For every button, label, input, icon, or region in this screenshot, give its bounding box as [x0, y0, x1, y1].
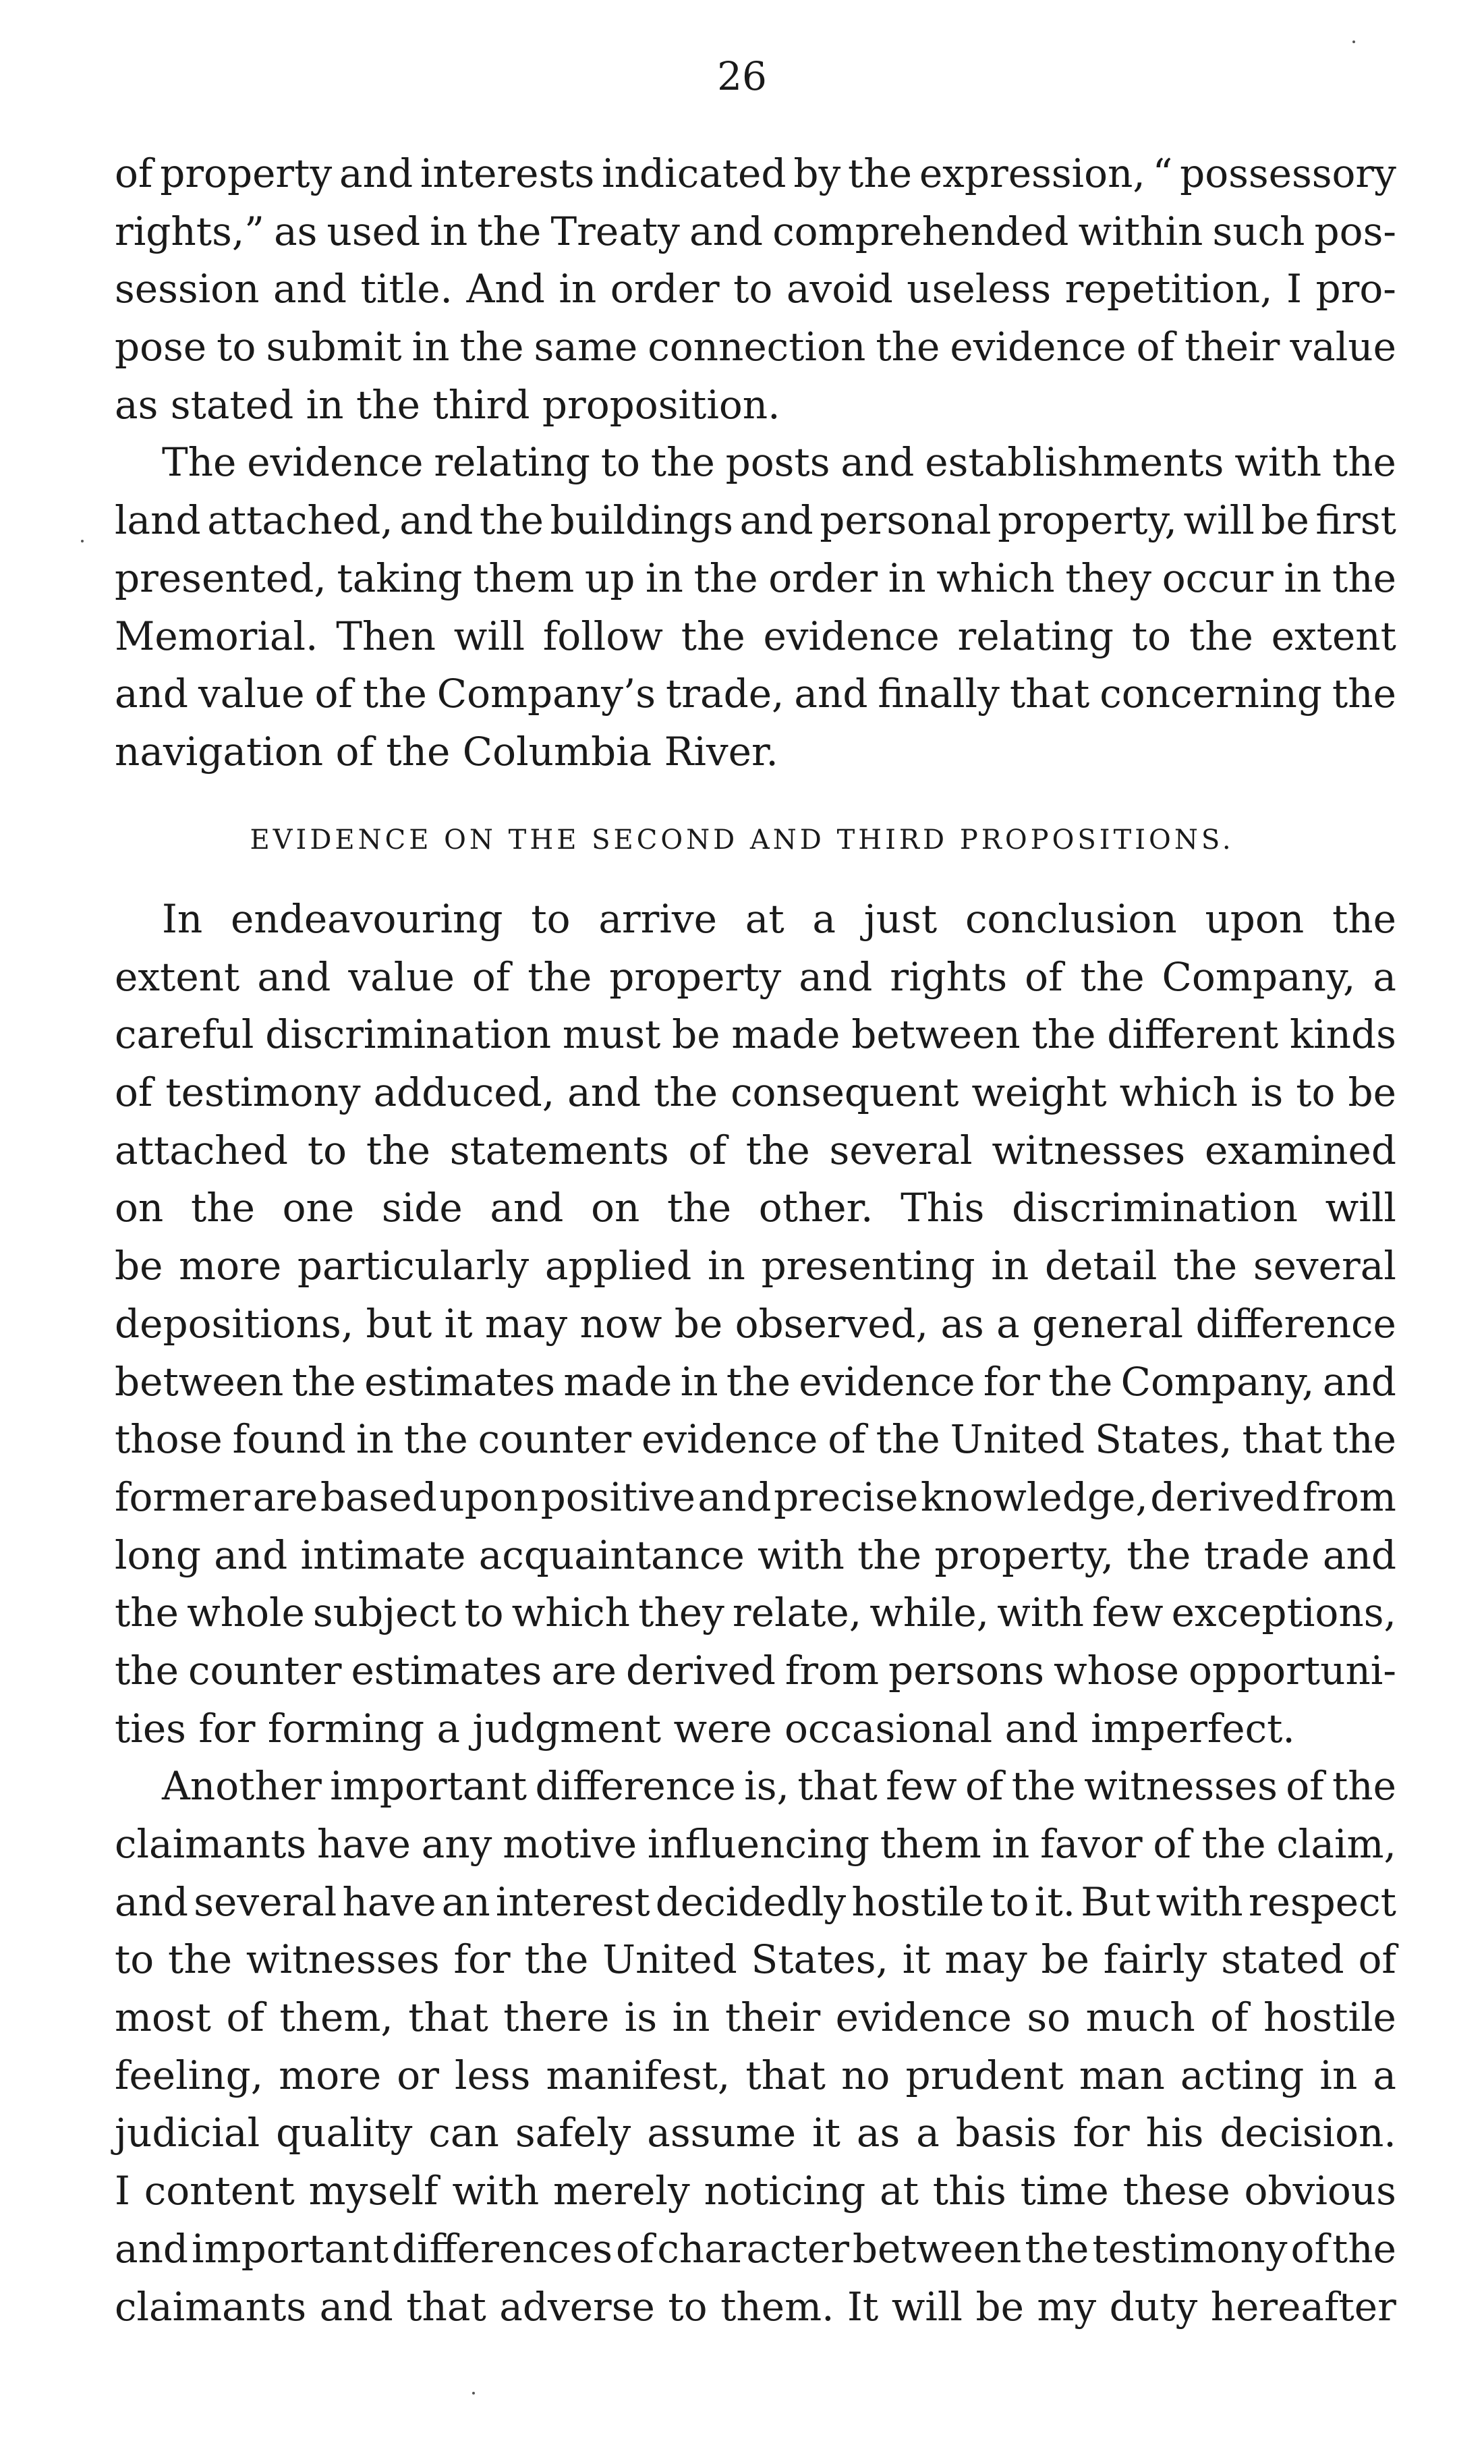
section-heading: EVIDENCE ON THE SECOND AND THIRD PROPOSITIONS. — [250, 824, 1234, 856]
text-line: and important differences of character between the testimony of the — [115, 2225, 1396, 2272]
page-number: 26 — [717, 53, 767, 99]
text-line: between the estimates made in the evidence for the Company, and — [115, 1358, 1396, 1405]
text-line: session and title. And in order to avoid useless repetition, I pro- — [115, 266, 1396, 312]
text-line: Another important difference is, that few of the witnesses of the — [162, 1763, 1396, 1810]
text-line: I content myself with merely noticing at this time these obvious — [115, 2168, 1396, 2214]
text-line: of testimony adduced, and the consequent weight which is to be — [115, 1069, 1396, 1116]
text-line: careful discrimination must be made between the different kinds — [115, 1011, 1396, 1058]
text-line: as stated in the third proposition. — [115, 381, 780, 428]
body-text-section-2 — [115, 891, 1396, 2336]
text-line: claimants and that adverse to them. It will be my duty hereafter — [115, 2283, 1396, 2330]
text-line: and value of the Company’s trade, and finally that concerning the — [115, 671, 1396, 717]
text-line: navigation of the Columbia River. — [115, 728, 778, 775]
text-line: feeling, more or less manifest, that no prudent man acting in a — [115, 2052, 1396, 2098]
text-line: attached to the statements of the several witnesses examined — [115, 1127, 1396, 1173]
print-speck — [81, 540, 84, 542]
text-line: the whole subject to which they relate, while, with few exceptions, — [115, 1590, 1396, 1636]
text-line: extent and value of the property and rights of the Company, a — [115, 953, 1396, 1000]
print-speck — [472, 2392, 475, 2395]
text-line: of property and interests indicated by the expression, “ possessory — [115, 150, 1396, 196]
text-line: claimants have any motive influencing them in favor of the claim, — [115, 1821, 1396, 1867]
text-line: judicial quality can safely assume it as a basis for his decision. — [115, 2110, 1396, 2156]
text-line: Memorial. Then will follow the evidence relating to the extent — [115, 613, 1396, 659]
text-line: depositions, but it may now be observed, as a general difference — [115, 1300, 1396, 1347]
text-line: ties for forming a judgment were occasional and imperfect. — [115, 1705, 1295, 1752]
text-line: The evidence relating to the posts and establishments with the — [162, 439, 1396, 486]
text-line: presented, taking them up in the order in which they occur in the — [115, 555, 1396, 601]
text-line: land attached, and the buildings and personal property, will be first — [115, 497, 1396, 544]
body-text-section-1 — [115, 145, 1396, 781]
text-line: In endeavouring to arrive at a just conclusion upon the — [162, 896, 1396, 942]
text-line: and several have an interest decidedly hostile to it. But with respect — [115, 1878, 1396, 1925]
text-line: be more particularly applied in presenting in detail the several — [115, 1243, 1396, 1289]
text-line: former are based upon positive and precise knowledge, derived from — [115, 1474, 1396, 1520]
text-line: most of them, that there is in their evidence so much of hostile — [115, 1994, 1396, 2041]
text-line: pose to submit in the same connection the evidence of their value — [115, 324, 1396, 370]
print-speck — [1352, 40, 1355, 43]
text-line: to the witnesses for the United States, it may be fairly stated of — [115, 1936, 1396, 1983]
text-line: rights,” as used in the Treaty and comprehended within such pos- — [115, 208, 1396, 254]
text-line: long and intimate acquaintance with the property, the trade and — [115, 1532, 1396, 1578]
text-line: the counter estimates are derived from persons whose opportuni- — [115, 1647, 1396, 1693]
text-line: on the one side and on the other. This discrimination will — [115, 1185, 1396, 1231]
text-line: those found in the counter evidence of the United States, that the — [115, 1416, 1396, 1463]
